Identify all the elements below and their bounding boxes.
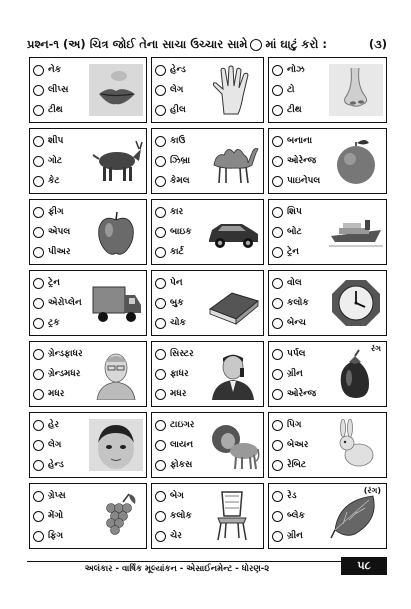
question-marks: (૩) (368, 37, 387, 51)
answer-option-label: ગોટ (48, 156, 63, 166)
answer-option-label: કલોક (170, 511, 192, 521)
answer-option[interactable] (272, 436, 308, 454)
answer-option-label: ઓરેન્જ (287, 156, 317, 166)
question-card (29, 128, 147, 194)
question-card (29, 57, 147, 123)
answer-option-label: પર્પલ (287, 349, 306, 359)
question-card (268, 57, 387, 123)
answer-option[interactable] (272, 243, 299, 261)
answer-option[interactable] (155, 527, 182, 545)
answer-option-label: ટ્રક (48, 318, 60, 328)
answer-option-label: એરોપ્લેન (48, 298, 82, 308)
question-card (151, 341, 264, 407)
answer-option-label: ફાધર (170, 369, 189, 379)
answer-option[interactable] (33, 203, 64, 221)
answer-option[interactable] (272, 101, 302, 119)
answer-option-label: શીપ (48, 136, 64, 146)
answer-circle-icon[interactable] (272, 389, 283, 400)
ship-icon (329, 206, 383, 258)
answer-circle-icon[interactable] (155, 318, 166, 329)
answer-option[interactable] (155, 385, 186, 403)
answer-option[interactable] (155, 365, 189, 383)
answer-option-label: શિપ (287, 207, 302, 217)
question-card (268, 128, 387, 194)
question-card (151, 199, 264, 265)
answer-circle-icon[interactable] (272, 156, 283, 167)
answer-option-label: બનાના (287, 136, 313, 146)
answer-option[interactable] (272, 385, 316, 403)
answer-circle-icon[interactable] (272, 460, 283, 471)
answer-option-label: નેક (48, 65, 62, 75)
answer-option-label: ફીગ (48, 207, 64, 217)
answer-circle-icon[interactable] (33, 420, 44, 431)
answer-option[interactable] (155, 507, 192, 525)
man-icon (206, 348, 260, 400)
lion-icon (206, 419, 260, 471)
eggplant-icon (329, 348, 383, 400)
answer-circle-icon[interactable] (33, 65, 44, 76)
answer-option[interactable] (33, 132, 63, 150)
answer-option[interactable] (272, 61, 305, 79)
rabbit-icon (329, 419, 383, 471)
footer-text: અલંકાર - વાર્ષિક મૂલ્યાંકન - એસાઈનમેન્ટ - ધોરણ-૨ (84, 564, 270, 574)
answer-circle-icon[interactable] (33, 460, 44, 471)
answer-option-label: મધર (170, 389, 187, 399)
answer-circle-icon[interactable] (155, 176, 166, 187)
answer-option-label: પેન (170, 278, 183, 288)
answer-circle-icon[interactable] (155, 65, 166, 76)
answer-circle-icon[interactable] (33, 105, 44, 116)
answer-option-label: કેમલ (170, 176, 190, 186)
answer-option-label: હેર (48, 420, 60, 430)
answer-option[interactable] (272, 345, 306, 363)
question-suffix: માં ઘાટું કરો : (265, 37, 327, 51)
answer-circle-icon[interactable] (33, 85, 44, 96)
question-card (151, 128, 264, 194)
answer-option[interactable] (155, 152, 190, 170)
question-card (268, 270, 387, 336)
answer-circle-icon[interactable] (272, 278, 283, 289)
hand-icon (206, 64, 260, 116)
answer-circle-icon[interactable] (272, 420, 283, 431)
answer-circle-icon[interactable] (155, 105, 166, 116)
answer-circle-icon[interactable] (272, 511, 283, 522)
answer-option[interactable] (33, 152, 62, 170)
answer-circle-icon[interactable] (272, 176, 283, 187)
answer-option-label: કાઉ (170, 136, 186, 146)
answer-option[interactable] (272, 223, 302, 241)
answer-option-label: ગ્રીન (287, 369, 303, 379)
answer-option[interactable] (272, 152, 316, 170)
answer-option[interactable] (155, 416, 194, 434)
answer-option-label: ટ્રેન (287, 247, 299, 257)
answer-option-label: બોટ (287, 227, 302, 237)
question-card (29, 483, 147, 549)
answer-option[interactable] (33, 101, 63, 119)
question-title (27, 33, 387, 55)
answer-option[interactable] (272, 132, 312, 150)
answer-circle-icon[interactable] (155, 247, 166, 258)
nose-icon (329, 64, 383, 116)
leaf-icon (329, 490, 383, 542)
answer-circle-icon[interactable] (155, 349, 166, 360)
answer-option-label: ફોકસ (170, 460, 193, 470)
answer-option[interactable] (33, 385, 64, 403)
answer-circle-icon[interactable] (33, 318, 44, 329)
answer-circle-icon[interactable] (155, 491, 166, 502)
answer-option-label: રેબિટ (287, 460, 307, 470)
answer-option[interactable] (155, 61, 186, 79)
answer-circle-icon[interactable] (155, 278, 166, 289)
color-label: રંગ (371, 344, 381, 353)
question-card (268, 412, 387, 478)
answer-option[interactable] (155, 274, 183, 292)
answer-circle-icon[interactable] (272, 531, 283, 542)
answer-circle-icon[interactable] (155, 531, 166, 542)
child-face-icon (89, 419, 143, 471)
clock-icon (329, 277, 383, 329)
circle-icon (250, 39, 262, 51)
answer-option[interactable] (33, 294, 82, 312)
answer-circle-icon[interactable] (155, 136, 166, 147)
answer-circle-icon[interactable] (272, 227, 283, 238)
answer-circle-icon[interactable] (272, 247, 283, 258)
answer-option-label: ઓરેન્જ (287, 389, 317, 399)
answer-circle-icon[interactable] (272, 136, 283, 147)
answer-circle-icon[interactable] (33, 298, 44, 309)
answer-circle-icon[interactable] (33, 207, 44, 218)
answer-option[interactable] (272, 203, 302, 221)
answer-option[interactable] (272, 274, 302, 292)
answer-option-label: ગ્રેપ્સ (48, 491, 66, 501)
answer-circle-icon[interactable] (272, 491, 283, 502)
answer-option[interactable] (155, 294, 184, 312)
answer-option[interactable] (33, 223, 70, 241)
answer-option[interactable] (155, 456, 192, 474)
answer-option-label: બાઇક (170, 227, 192, 237)
answer-option[interactable] (272, 172, 320, 190)
answer-option-label: કાર્ટ (170, 247, 184, 257)
answer-circle-icon[interactable] (33, 531, 44, 542)
answer-circle-icon[interactable] (33, 389, 44, 400)
answer-option-label: કાર (170, 207, 184, 217)
lips-icon (89, 64, 143, 116)
answer-circle-icon[interactable] (33, 349, 44, 360)
answer-option[interactable] (33, 365, 80, 383)
answer-option-label: હેન્ડ (170, 65, 186, 75)
answer-option-label: ટો (287, 85, 295, 95)
answer-circle-icon[interactable] (155, 369, 166, 380)
answer-circle-icon[interactable] (33, 136, 44, 147)
answer-option[interactable] (155, 314, 186, 332)
answer-option-label: પિગ (287, 420, 302, 430)
answer-option-label: ફિગ (48, 531, 64, 541)
answer-option-label: બેગ (170, 491, 184, 501)
answer-circle-icon[interactable] (155, 420, 166, 431)
question-card (29, 199, 147, 265)
answer-option-label: ગ્રેન્ડમધર (48, 369, 81, 379)
answer-circle-icon[interactable] (272, 318, 283, 329)
answer-option-label: બેઅર (287, 440, 309, 450)
grandmother-icon (89, 348, 143, 400)
answer-circle-icon[interactable] (272, 65, 283, 76)
answer-option-label: વોલ (287, 278, 302, 288)
answer-option[interactable] (33, 172, 60, 190)
answer-option[interactable] (272, 81, 295, 99)
page-number: ૫૮ (341, 557, 387, 575)
footer-divider (27, 561, 387, 562)
answer-option-label: હીલ (170, 105, 186, 115)
answer-option[interactable] (272, 487, 297, 505)
answer-option[interactable] (33, 81, 68, 99)
answer-circle-icon[interactable] (33, 227, 44, 238)
answer-option-label: લીપ્સ (48, 85, 69, 95)
question-card (268, 341, 387, 407)
grapes-icon (89, 490, 143, 542)
camel-icon (206, 135, 260, 187)
answer-option-label: ટ્રેન (48, 278, 60, 288)
question-card (151, 270, 264, 336)
answer-option-label: ટાઇગર (170, 420, 195, 430)
question-card (29, 270, 147, 336)
answer-circle-icon[interactable] (272, 105, 283, 116)
answer-option[interactable] (155, 101, 186, 119)
answer-option-label: લેગ (48, 440, 62, 450)
answer-option-label: લાયન (170, 440, 194, 450)
answer-circle-icon[interactable] (155, 440, 166, 451)
answer-circle-icon[interactable] (33, 511, 44, 522)
answer-option[interactable] (155, 172, 190, 190)
question-card (29, 412, 147, 478)
answer-option-label: પાઇનેપલ (287, 176, 321, 186)
answer-option[interactable] (33, 243, 71, 261)
answer-option[interactable] (33, 456, 64, 474)
answer-option[interactable] (272, 294, 309, 312)
apple-icon (89, 206, 143, 258)
answer-option-label: બેન્ચ (287, 318, 306, 328)
answer-option-label: સિસ્ટર (170, 349, 194, 359)
answer-option[interactable] (155, 243, 184, 261)
answer-circle-icon[interactable] (33, 176, 44, 187)
answer-circle-icon[interactable] (33, 156, 44, 167)
answer-option-label: ટીથ (48, 105, 63, 115)
answer-option-label: ટીથ (287, 105, 302, 115)
answer-option[interactable] (155, 345, 194, 363)
answer-option[interactable] (272, 456, 306, 474)
answer-option-label: મધર (48, 389, 65, 399)
answer-option-label: પીઅર (48, 247, 71, 257)
answer-option-label: રેડ (287, 491, 297, 501)
question-card (29, 341, 147, 407)
answer-circle-icon[interactable] (155, 85, 166, 96)
answer-circle-icon[interactable] (272, 349, 283, 360)
answer-circle-icon[interactable] (155, 511, 166, 522)
question-card (151, 483, 264, 549)
answer-option[interactable] (33, 487, 66, 505)
answer-circle-icon[interactable] (33, 369, 44, 380)
truck-icon (89, 277, 143, 329)
answer-option[interactable] (272, 507, 305, 525)
answer-circle-icon[interactable] (272, 440, 283, 451)
goat-icon (89, 135, 143, 187)
answer-option-label: ગ્રીન (287, 531, 303, 541)
answer-option[interactable] (33, 61, 61, 79)
question-card (268, 483, 387, 549)
answer-option-label: મેંગો (48, 511, 64, 521)
answer-circle-icon[interactable] (272, 369, 283, 380)
answer-option-label: એપલ (48, 227, 71, 237)
answer-option[interactable] (33, 507, 63, 525)
answer-option-label: ચોક (170, 318, 186, 328)
answer-option[interactable] (155, 436, 193, 454)
question-prefix: પ્રશ્ન-૧ (અ) ચિત્ર જોઈ તેના સાચા ઉચ્ચાર સામે (27, 37, 248, 51)
answer-option-label: લેગ (170, 85, 184, 95)
question-card (151, 57, 264, 123)
answer-option-label: નોઝ (287, 65, 305, 75)
question-card (268, 199, 387, 265)
answer-circle-icon[interactable] (155, 156, 166, 167)
answer-option[interactable] (155, 223, 192, 241)
answer-option[interactable] (155, 132, 185, 150)
answer-option[interactable] (155, 81, 183, 99)
car-icon (206, 206, 260, 258)
book-icon (206, 277, 260, 329)
answer-option[interactable] (272, 365, 303, 383)
answer-option-label: ઝિબ્રા (170, 156, 191, 166)
chair-icon (206, 490, 260, 542)
answer-option[interactable] (155, 487, 184, 505)
answer-circle-icon[interactable] (155, 389, 166, 400)
answer-circle-icon[interactable] (33, 278, 44, 289)
answer-circle-icon[interactable] (155, 207, 166, 218)
answer-circle-icon[interactable] (155, 460, 166, 471)
answer-option[interactable] (272, 314, 306, 332)
answer-option[interactable] (33, 314, 60, 332)
answer-option-label: બુક (170, 298, 184, 308)
answer-option[interactable] (272, 416, 301, 434)
answer-option-label: કલોક (287, 298, 309, 308)
color-label: (રંગ) (363, 486, 381, 495)
answer-option[interactable] (155, 203, 183, 221)
answer-option[interactable] (33, 527, 63, 545)
answer-circle-icon[interactable] (155, 298, 166, 309)
answer-option-label: ગ્રેન્ડફાધર (48, 349, 83, 359)
answer-circle-icon[interactable] (33, 247, 44, 258)
answer-circle-icon[interactable] (33, 491, 44, 502)
answer-circle-icon[interactable] (272, 85, 283, 96)
answer-option[interactable] (33, 345, 83, 363)
answer-option[interactable] (33, 274, 60, 292)
answer-option-label: કેટ (48, 176, 60, 186)
answer-option-label: હેન્ડ (48, 460, 64, 470)
answer-circle-icon[interactable] (272, 207, 283, 218)
answer-option[interactable] (272, 527, 303, 545)
answer-circle-icon[interactable] (272, 298, 283, 309)
answer-option-label: ચેર (170, 531, 182, 541)
answer-option[interactable] (33, 436, 61, 454)
answer-option-label: બ્લેક (287, 511, 305, 521)
orange-icon (329, 135, 383, 187)
answer-circle-icon[interactable] (155, 227, 166, 238)
question-card (151, 412, 264, 478)
answer-option[interactable] (33, 416, 59, 434)
answer-circle-icon[interactable] (33, 440, 44, 451)
